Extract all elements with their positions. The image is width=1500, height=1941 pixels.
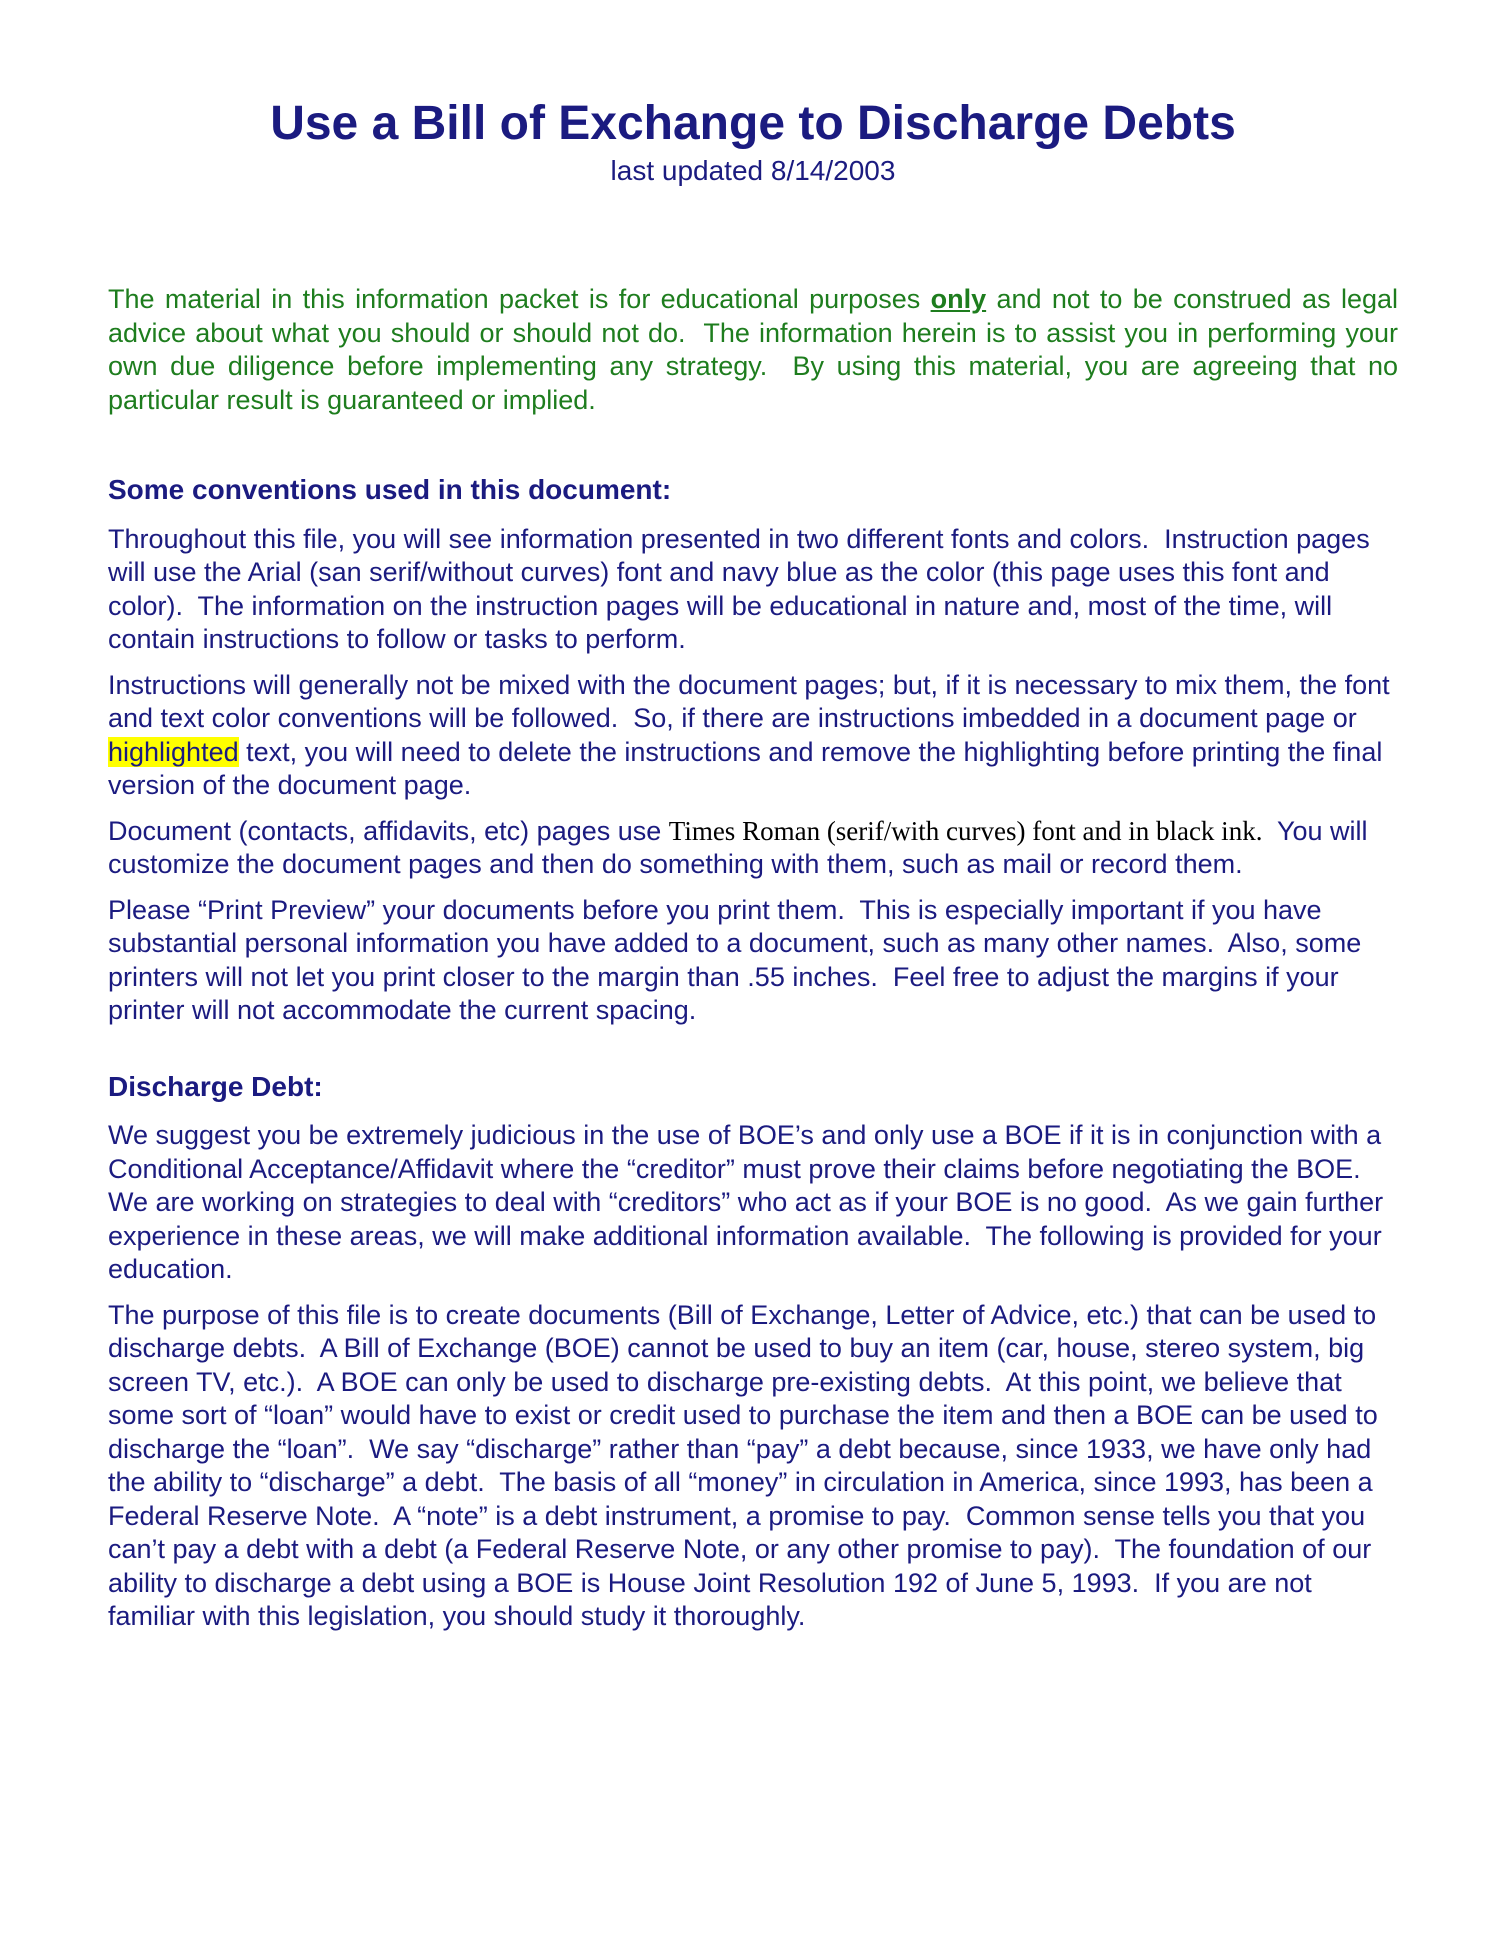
text-run: Times Roman (serif/with curves) font and in black ink. <box>668 815 1263 846</box>
last-updated-line: last updated 8/14/2003 <box>610 155 896 186</box>
text-run: Document (contacts, affidavits, etc) pages use <box>108 815 669 846</box>
text-run: text, you will need to delete the instructions and remove the highlighting before printing the final version of the document page. <box>108 736 1383 800</box>
text-run: and not to be construed as legal advice about what you should or should not do. The information herein is to assist you in performing your own due diligence before implementing any strategy. By using this material, you are agreeing that no particular result is guaranteed or implied. <box>108 284 1398 415</box>
paragraph-instructions-mixing <box>108 669 1398 803</box>
paragraph-fonts-and-colors <box>108 523 1398 657</box>
text-run: The material in this information packet is for educational purposes <box>108 284 931 314</box>
text-run: Please “Print Preview” your documents before you print them. This is especially important if you have substantial personal information you have added to a document, such as many other names. Also, some printers will not let you print closer to the margin than .55 inches. Feel free to adjust the margins if your printer will not accommodate the current spacing. <box>108 894 1362 1025</box>
text-run: We suggest you be extremely judicious in the use of BOE’s and only use a BOE if it is in conjunction with a Conditional Acceptance/Affidavit where the “creditor” must prove their claims before negotiating the BOE. We are working on strategies to deal with “creditors” who act as if your BOE is no good. As we gain further experience in these areas, we will make additional information available. The following is provided for your education. <box>108 1120 1384 1284</box>
text-run: The purpose of this file is to create documents (Bill of Exchange, Letter of Advice, etc.) that can be used to discharge debts. A Bill of Exchange (BOE) cannot be used to buy an item (car, house, stereo system, big screen TV, etc.). A BOE can only be used to discharge pre-existing debts. At this point, we believe that some sort of “loan” would have to exist or credit used to purchase the item and then a BOE can be used to discharge the “loan”. We say “discharge” rather than “pay” a debt because, since 1933, we have only had the ability to “discharge” a debt. The basis of all “money” in circulation in America, since 1993, has been a Federal Reserve Note. A “note” is a debt instrument, a promise to pay. Common sense tells you that you can’t pay a debt with a debt (a Federal Reserve Note, or any other promise to pay). The foundation of our ability to discharge a debt using a BOE is House Joint Resolution 192 of June 5, 1993. If you are not familiar with this legislation, you should study it thoroughly. <box>108 1299 1378 1631</box>
paragraph-boe-judicious-use <box>108 1119 1398 1287</box>
text-run: Throughout this file, you will see information presented in two different fonts and colors. Instruction pages will use the Arial (san serif/without curves) font and navy blue as the color (this page uses this font and color). The information on the instruction pages will be educational in nature and, most of the time, will contain instructions to follow or tasks to perform. <box>108 523 1370 654</box>
paragraph-purpose-of-file <box>108 1299 1398 1634</box>
text-run: highlighted <box>108 736 239 767</box>
text-run: You will customize the document pages and then do something with them, such as mail or record them. <box>108 815 1368 879</box>
paragraph-print-preview <box>108 894 1398 1028</box>
text-run: only <box>930 284 987 314</box>
paragraph-document-pages-font <box>108 815 1398 882</box>
section-heading-discharge-debt: Discharge Debt: <box>108 1070 323 1102</box>
section-heading-conventions: Some conventions used in this document: <box>108 474 672 505</box>
disclaimer-paragraph <box>108 283 1398 417</box>
text-run: Instructions will generally not be mixed with the document pages; but, if it is necessary to mix them, the font and text color conventions will be followed. So, if there are instructions imbedded in a document page or <box>108 669 1390 733</box>
page-title: Use a Bill of Exchange to Discharge Debts <box>270 97 1236 150</box>
